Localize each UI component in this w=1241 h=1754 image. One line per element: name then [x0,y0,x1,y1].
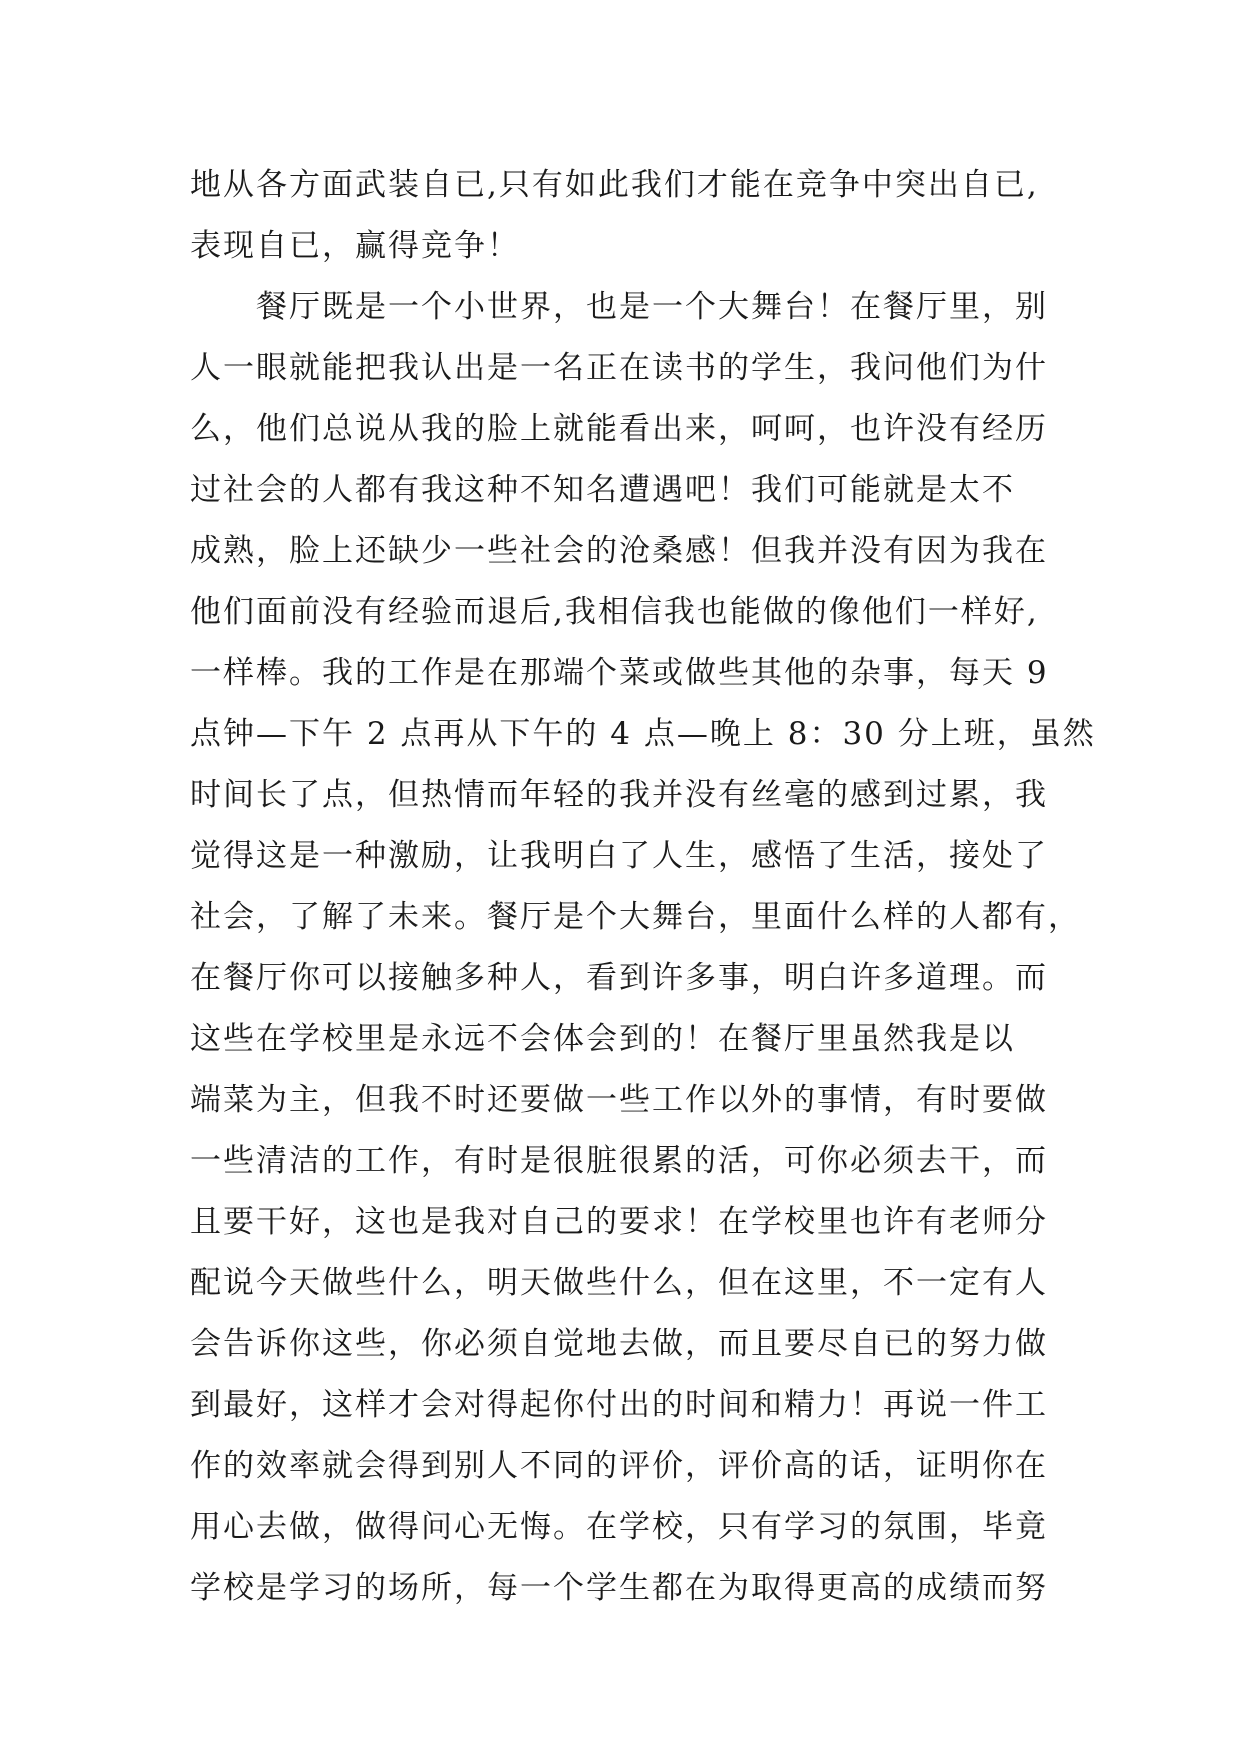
text-line: 作的效率就会得到别人不同的评价，评价高的话，证明你在 [190,1448,1048,1484]
text-line: 他们面前没有经验而退后,我相信我也能做的像他们一样好, [190,594,1039,630]
text-line: 地从各方面武装自已,只有如此我们才能在竞争中突出自已, [190,167,1039,203]
text-line: 到最好，这样才会对得起你付出的时间和精力！再说一件工 [190,1387,1048,1423]
text-line: 点钟—下午 2 点再从下午的 4 点—晚上 8：30 分上班，虽然 [190,716,1096,752]
text-line: 这些在学校里是永远不会体会到的！在餐厅里虽然我是以 [190,1021,1015,1057]
text-line: 表现自已，赢得竞争！ [190,228,520,264]
paragraph-first-line: 餐厅既是一个小世界，也是一个大舞台！在餐厅里，别 [190,289,1048,325]
text-line: 配说今天做些什么，明天做些什么，但在这里，不一定有人 [190,1265,1048,1301]
text-line: 且要干好，这也是我对自己的要求！在学校里也许有老师分 [190,1204,1048,1240]
text-line: 在餐厅你可以接触多种人，看到许多事，明白许多道理。而 [190,960,1048,996]
text-line: 用心去做，做得问心无悔。在学校，只有学习的氛围，毕竟 [190,1509,1048,1545]
text-line: 人一眼就能把我认出是一名正在读书的学生，我问他们为什 [190,350,1048,386]
text-line: 会告诉你这些，你必须自觉地去做，而且要尽自已的努力做 [190,1326,1048,1362]
text-line: 一样棒。我的工作是在那端个菜或做些其他的杂事，每天 9 [190,655,1049,691]
text-line: 觉得这是一种激励，让我明白了人生，感悟了生活，接处了 [190,838,1048,874]
text-line: 学校是学习的场所，每一个学生都在为取得更高的成绩而努 [190,1570,1048,1606]
text-line: 社会，了解了未来。餐厅是个大舞台，里面什么样的人都有， [190,899,1081,935]
text-line: 时间长了点，但热情而年轻的我并没有丝毫的感到过累，我 [190,777,1048,813]
text-line: 么，他们总说从我的脸上就能看出来，呵呵，也许没有经历 [190,411,1048,447]
text-line: 过社会的人都有我这种不知名遭遇吧！我们可能就是太不 [190,472,1015,508]
text-line: 端菜为主，但我不时还要做一些工作以外的事情，有时要做 [190,1082,1048,1118]
text-line: 成熟，脸上还缺少一些社会的沧桑感！但我并没有因为我在 [190,533,1048,569]
body-text [190,155,1096,1619]
text-line: 一些清洁的工作，有时是很脏很累的活，可你必须去干，而 [190,1143,1048,1179]
